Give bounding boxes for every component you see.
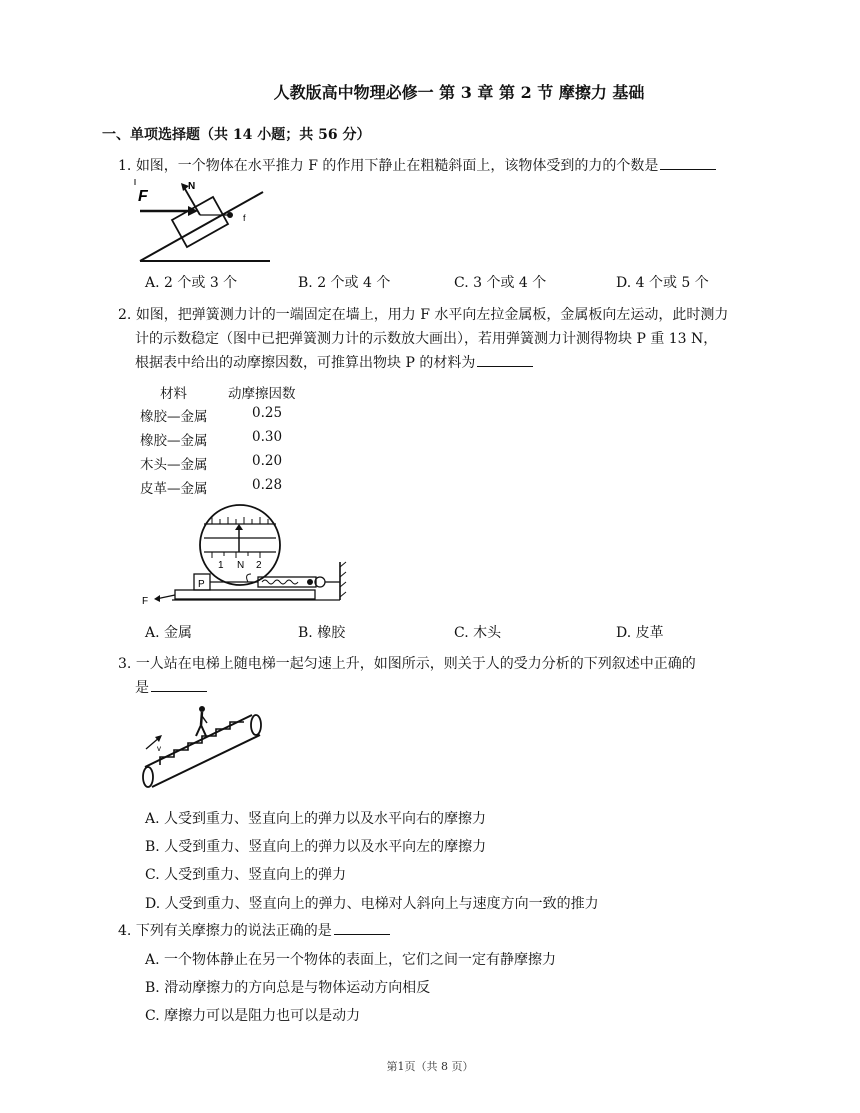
- question-1: [118, 156, 716, 176]
- table-row-1-value: 0.25: [252, 405, 283, 421]
- q1-option-a[interactable]: A. 2 个或 3 个: [145, 275, 238, 291]
- answer-blank: [334, 921, 390, 935]
- figure-spring-scale: [140, 502, 350, 610]
- q2-option-b[interactable]: B. 橡胶: [298, 625, 346, 641]
- table-row-3-value: 0.20: [252, 453, 283, 469]
- table-row-4-material: 皮革—金属: [140, 481, 208, 497]
- q3-option-b[interactable]: B. 人受到重力、竖直向上的弹力以及水平向左的摩擦力: [145, 839, 487, 855]
- q2-option-c[interactable]: C. 木头: [454, 625, 502, 641]
- label-N: N: [188, 181, 196, 192]
- table-header-material: 材料: [160, 386, 187, 402]
- q2-option-a[interactable]: A. 金属: [145, 625, 193, 641]
- dial-label-N: N: [237, 560, 245, 571]
- page-title: 人教版高中物理必修一 第 3 章 第 2 节 摩擦力 基础: [273, 83, 645, 102]
- question-2-line-2: 计的示数稳定（图中已把弹簧测力计的示数放大画出），若用弹簧测力计测得物块 P 重 13 N，: [135, 331, 718, 347]
- answer-blank: [151, 678, 207, 692]
- label-F2: F: [142, 596, 149, 607]
- page-footer: 第1页（共 8 页）: [386, 1060, 474, 1073]
- question-2-line-3: 根据表中给出的动摩擦因数，可推算出物块 P 的材料为: [135, 353, 533, 373]
- figure-incline: [130, 175, 275, 267]
- q4-option-c[interactable]: C. 摩擦力可以是阻力也可以是动力: [145, 1008, 361, 1024]
- label-P: P: [198, 579, 205, 590]
- q3-option-c[interactable]: C. 人受到重力、竖直向上的弹力: [145, 867, 347, 883]
- question-3-line-2: 是: [135, 678, 207, 698]
- label-v: v: [157, 744, 161, 753]
- figure-escalator: [140, 705, 270, 795]
- question-2-line-1: 2. 如图，把弹簧测力计的一端固定在墙上，用力 F 水平向左拉金属板，金属板向左运动，此时测力: [118, 307, 729, 323]
- q1-option-b[interactable]: B. 2 个或 4 个: [298, 275, 391, 291]
- question-4: 4. 下列有关摩擦力的说法正确的是: [118, 921, 390, 941]
- section-heading: 一、单项选择题（共 14 小题；共 56 分）: [102, 127, 371, 143]
- q3-option-d[interactable]: D. 人受到重力、竖直向上的弹力、电梯对人斜向上与速度方向一致的推力: [145, 896, 599, 912]
- q2-option-d[interactable]: D. 皮革: [616, 625, 664, 641]
- question-2: [118, 305, 728, 325]
- q3-option-a[interactable]: A. 人受到重力、竖直向上的弹力以及水平向右的摩擦力: [145, 811, 487, 827]
- label-F: F: [138, 188, 148, 205]
- dial-label-2: 2: [256, 560, 262, 571]
- q1-option-c[interactable]: C. 3 个或 4 个: [454, 275, 547, 291]
- table-row-2-value: 0.30: [252, 429, 283, 445]
- answer-blank: [660, 156, 716, 170]
- answer-blank: [477, 353, 533, 367]
- table-row-4-value: 0.28: [252, 477, 283, 493]
- question-1-number: 1.: [118, 158, 132, 174]
- table-row-3-material: 木头—金属: [140, 457, 208, 473]
- dial-label-1: 1: [218, 560, 224, 571]
- table-row-1-material: 橡胶—金属: [140, 409, 208, 425]
- label-f: f: [243, 213, 246, 223]
- question-1-text: 如图，一个物体在水平推力 F 的作用下静止在粗糙斜面上，该物体受到的力的个数是: [135, 158, 659, 174]
- question-3-line-1: 3. 一人站在电梯上随电梯一起匀速上升，如图所示，则关于人的受力分析的下列叙述中正确的: [118, 656, 696, 672]
- q1-option-d[interactable]: D. 4 个或 5 个: [616, 275, 709, 291]
- q4-option-a[interactable]: A. 一个物体静止在另一个物体的表面上，它们之间一定有静摩擦力: [145, 952, 557, 968]
- table-row-2-material: 橡胶—金属: [140, 433, 208, 449]
- table-header-coefficient: 动摩擦因数: [228, 386, 296, 402]
- q4-option-b[interactable]: B. 滑动摩擦力的方向总是与物体运动方向相反: [145, 980, 431, 996]
